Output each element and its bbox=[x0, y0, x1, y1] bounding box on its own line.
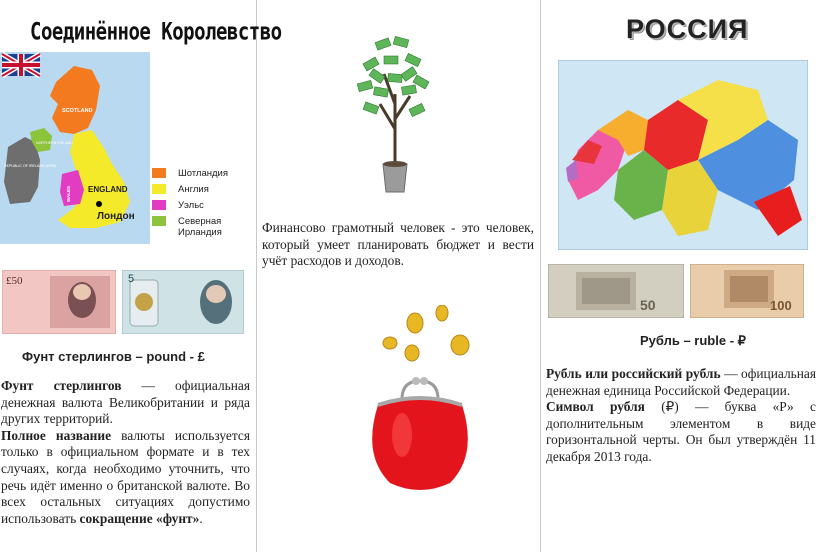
legend-item: Северная Ирландия bbox=[152, 216, 230, 238]
column-divider-right bbox=[540, 0, 541, 552]
label-northern-ireland: NORTHERN IRELAND bbox=[36, 141, 73, 145]
pound-note-50 bbox=[2, 270, 116, 334]
note-denomination: 100 bbox=[770, 298, 792, 313]
coin-purse-image bbox=[360, 305, 480, 505]
money-tree-image bbox=[350, 34, 440, 194]
pound-note-5 bbox=[122, 270, 244, 334]
note-denomination: £50 bbox=[6, 275, 23, 287]
label-republic-of-ireland: REPUBLIC OF IRELAND (EIRE) bbox=[4, 164, 57, 168]
label-wales: WALES bbox=[66, 185, 71, 202]
note-denomination: 50 bbox=[640, 297, 656, 313]
pound-description: Фунт стерлингов — официальная денежная валюта Великобритании и ряда других территорий. Полное название валюты используется только в официальном формате и в тех случаях, когда необходимо уточнить, что речь идёт именно о британской валюте. Во всех остальных ситуациях допустимо использовать сокращение «фунт». bbox=[1, 378, 251, 526]
label-england: ENGLAND bbox=[88, 185, 128, 194]
pound-caption: Фунт стерлингов – pound - £ bbox=[22, 349, 205, 364]
ruble-note-50 bbox=[548, 264, 684, 318]
column-divider-left bbox=[256, 0, 257, 552]
label-london: Лондон bbox=[97, 211, 135, 222]
legend-item: Шотландия bbox=[152, 168, 230, 179]
legend-item: Уэльс bbox=[152, 200, 230, 211]
label-scotland: SCOTLAND bbox=[62, 108, 93, 114]
note-denomination: 5 bbox=[128, 273, 135, 285]
legend-item: Англия bbox=[152, 184, 230, 195]
financial-literacy-text: Финансово грамотный человек - это человек, который умеет планировать бюджет и вести учёт расходов и доходов. bbox=[262, 220, 534, 269]
uk-title: Соединённое Королевство bbox=[30, 18, 282, 46]
ruble-note-100 bbox=[690, 264, 804, 318]
russia-title: РОССИЯ bbox=[626, 14, 749, 44]
russia-map bbox=[558, 60, 808, 250]
uk-map bbox=[0, 52, 150, 244]
uk-legend bbox=[152, 168, 230, 243]
uk-flag-icon bbox=[2, 54, 40, 76]
ruble-caption: Рубль – ruble - ₽ bbox=[640, 333, 746, 348]
ruble-description: Рубль или российский рубль — официальная денежная единица Российской Федерации. Символ рубля (₽) — буква «Р» с дополнительным элементом в виде горизонтальной черты. Он был утверждён 11 декабря 2013 года. bbox=[546, 366, 816, 464]
